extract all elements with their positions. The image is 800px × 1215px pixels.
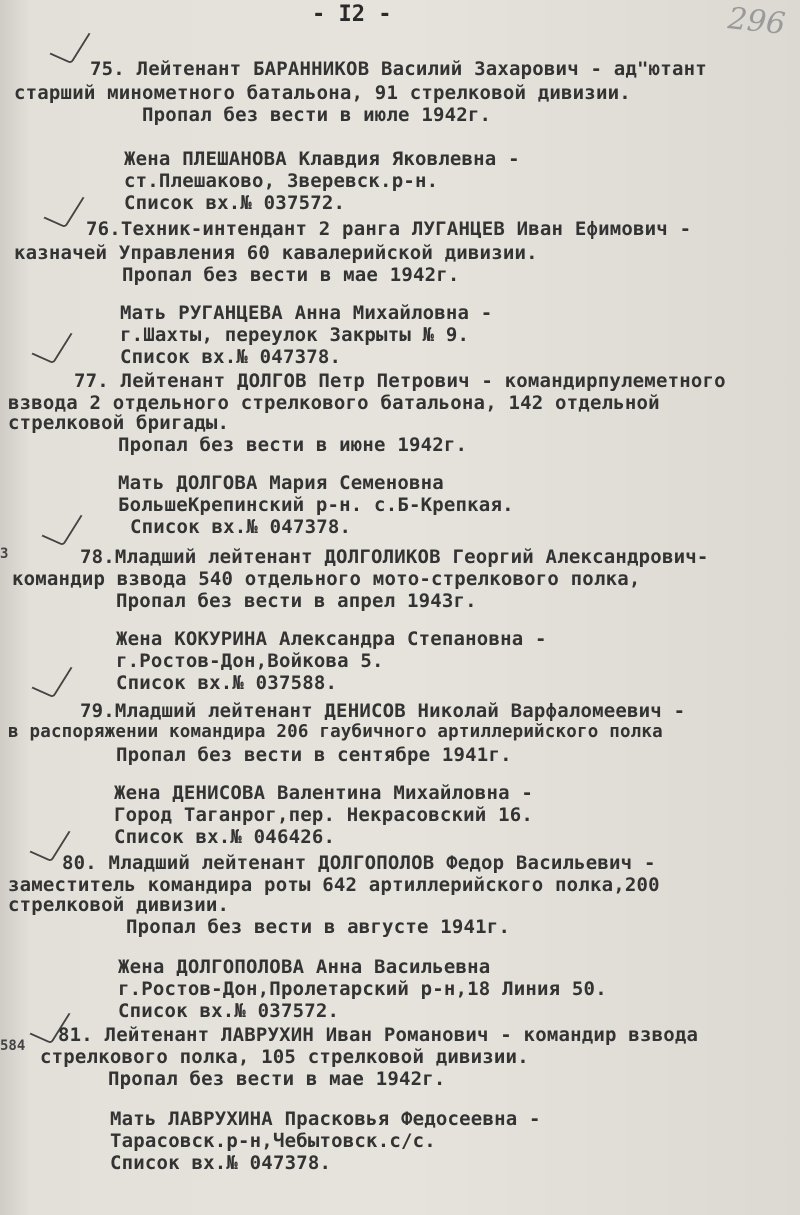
entry-78-address: г.Ростов-Дон,Войкова 5. [116, 650, 384, 672]
entry-75-missing: Пропал без вести в июле 1942г. [142, 104, 492, 126]
entry-76-relative: Мать РУГАНЦЕВА Анна Михайловна - [120, 302, 493, 324]
page-number: - I2 - [312, 2, 392, 27]
entry-76-list: Список вх.№ 047378. [120, 346, 342, 368]
check-mark-icon [41, 506, 82, 546]
entry-78-line-1: 78.Младший лейтенант ДОЛГОЛИКОВ Георгий Александрович- [80, 546, 709, 568]
entry-75-relative: Жена ПЛЕШАНОВА Клавдия Яковлевна - [124, 148, 520, 170]
check-mark-icon [31, 324, 72, 364]
entry-79-line-2: в распоряжении командира 206 гаубичного артиллерийского полка [8, 722, 663, 742]
entry-79-relative: Жена ДЕНИСОВА Валентина Михайловна - [114, 782, 534, 804]
check-mark-icon [43, 188, 84, 228]
entry-80-list: Список вх.№ 037572. [118, 1000, 340, 1022]
entry-77-address: БольшеКрепинский р-н. с.Б-Крепкая. [118, 494, 514, 516]
margin-mark: 584 [0, 1038, 26, 1054]
entry-77-line-2: взвода 2 отдельного стрелкового батальона, 142 отдельной [8, 392, 660, 414]
archive-number: 296 [726, 1, 787, 42]
entry-76-line-1: 76.Техник-интендант 2 ранга ЛУГАНЦЕВ Иван Ефимович - [86, 218, 692, 240]
entry-75-address: ст.Плешаково, Зверевск.р-н. [124, 170, 439, 192]
entry-81-line-1: 81. Лейтенант ЛАВРУХИН Иван Романович - командир взвода [58, 1024, 699, 1046]
entry-79-list: Список вх.№ 046426. [114, 826, 336, 848]
entry-78-line-2: командир взвода 540 отдельного мото-стрелкового полка, [12, 568, 641, 590]
entry-80-line-1: 80. Младший лейтенант ДОЛГОПОЛОВ Федор Васильевич - [62, 852, 656, 874]
entry-76-address: г.Шахты, переулок Закрыты № 9. [120, 324, 470, 346]
check-mark-icon [49, 24, 90, 64]
entry-79-address: Город Таганрог,пер. Некрасовский 16. [114, 804, 534, 826]
entry-77-missing: Пропал без вести в июне 1942г. [118, 434, 468, 456]
entry-79-line-1: 79.Младший лейтенант ДЕНИСОВ Николай Варфаломеевич - [80, 700, 686, 722]
entry-81-missing: Пропал без вести в мае 1942г. [108, 1068, 446, 1090]
entry-78-list: Список вх.№ 037588. [116, 672, 338, 694]
entry-81-address: Тарасовск.р-н,Чебытовск.с/с. [110, 1130, 436, 1152]
entry-81-list: Список вх.№ 047378. [110, 1152, 332, 1174]
entry-75-line-2: старший минометного батальона, 91 стрелковой дивизии. [14, 82, 631, 104]
entry-81-relative: Мать ЛАВРУХИНА Прасковья Федосеевна - [110, 1108, 541, 1130]
entry-80-line-3: стрелковой дивизии. [8, 894, 230, 916]
entry-80-missing: Пропал без вести в августе 1941г. [126, 916, 511, 938]
check-mark-icon [31, 658, 72, 698]
entry-80-relative: Жена ДОЛГОПОЛОВА Анна Васильевна [118, 956, 491, 978]
entry-76-line-2: казначей Управления 60 кавалерийской дивизии. [14, 242, 538, 264]
entry-75-line-1: 75. Лейтенант БАРАННИКОВ Василий Захарович - ад"ютант [90, 58, 707, 80]
entry-80-address: г.Ростов-Дон,Пролетарский р-н,18 Линия 50. [118, 978, 607, 1000]
entry-79-missing: Пропал без вести в сентябре 1941г. [116, 744, 512, 766]
entry-75-list: Список вх.№ 037572. [124, 192, 346, 214]
entry-76-missing: Пропал без вести в мае 1942г. [122, 264, 460, 286]
entry-78-missing: Пропал без вести в апрел 1943г. [116, 590, 477, 612]
margin-mark: 3 [0, 546, 9, 562]
entry-77-list: Список вх.№ 047378. [130, 516, 352, 538]
entry-77-line-3: стрелковой бригады. [8, 412, 230, 434]
entry-78-relative: Жена КОКУРИНА Александра Степановна - [116, 628, 547, 650]
entry-81-line-2: стрелкового полка, 105 стрелковой дивизии. [40, 1046, 529, 1068]
entry-77-line-1: 77. Лейтенант ДОЛГОВ Петр Петрович - командирпулеметного [74, 370, 726, 392]
entry-80-line-2: заместитель командира роты 642 артиллерийского полка,200 [8, 874, 660, 896]
entry-77-relative: Мать ДОЛГОВА Мария Семеновна [118, 472, 444, 494]
